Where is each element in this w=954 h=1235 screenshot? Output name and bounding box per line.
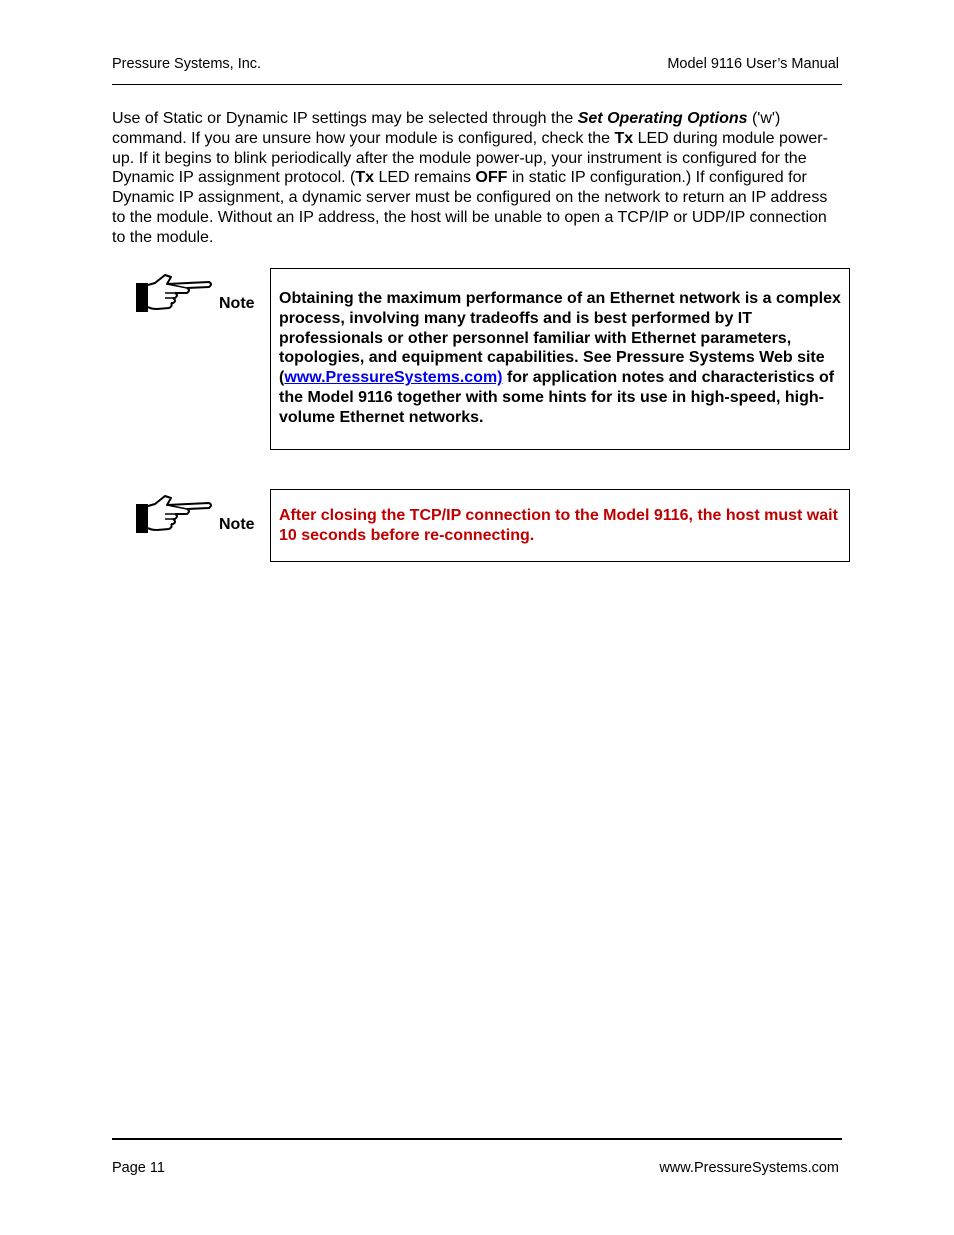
note-label-2 bbox=[135, 494, 255, 534]
pointing-hand-icon bbox=[135, 494, 215, 534]
page-number: Page 11 bbox=[112, 1160, 165, 1176]
tx-led: Tx bbox=[355, 169, 375, 187]
note-word: Note bbox=[219, 295, 255, 312]
header-company: Pressure Systems, Inc. bbox=[112, 56, 262, 72]
header-rule bbox=[112, 84, 842, 85]
note-word: Note bbox=[219, 516, 255, 533]
pointing-hand-icon bbox=[135, 273, 215, 313]
command-name: Set Operating Options bbox=[577, 110, 748, 127]
header-manual-title: Model 9116 User’s Manual bbox=[667, 56, 839, 72]
note-box-reconnect-warning: After closing the TCP/IP connection to the Model 9116, the host must wait 10 seconds before re-connecting. bbox=[270, 489, 850, 562]
body-paragraph: Use of Static or Dynamic IP settings may be selected through the Set Operating Options ('w') command. If you are unsure how your module is configured, check the Tx LED during module power-up. If it begins to blink periodically after the module power-up, your instrument is configured for the Dynamic IP assignment protocol. (Tx LED remains OFF in static IP configuration.) If configured for Dynamic IP assignment, a dynamic server must be configured on the network to return an IP address to the module. Without an IP address, the host will be unable to open a TCP/IP or UDP/IP connection to the module. bbox=[112, 110, 828, 246]
off-state: OFF bbox=[475, 169, 508, 187]
website-link[interactable]: www.PressureSystems.com) bbox=[284, 369, 503, 387]
note-box-performance: Obtaining the maximum performance of an Ethernet network is a complex process, involving many tradeoffs and is best performed by IT professionals or other personnel familiar with Ethernet parameters, topologies, and equipment capabilities. See Pressure Systems Web site (www.PressureSystems.com) for application notes and characteristics of the Model 9116 together with some hints for its use in high-speed, high-volume Ethernet networks. bbox=[270, 268, 850, 450]
footer-website: www.PressureSystems.com bbox=[659, 1160, 839, 1176]
footer-rule bbox=[112, 1138, 842, 1140]
tx-led: Tx bbox=[614, 129, 634, 147]
note-label-1 bbox=[135, 273, 255, 313]
